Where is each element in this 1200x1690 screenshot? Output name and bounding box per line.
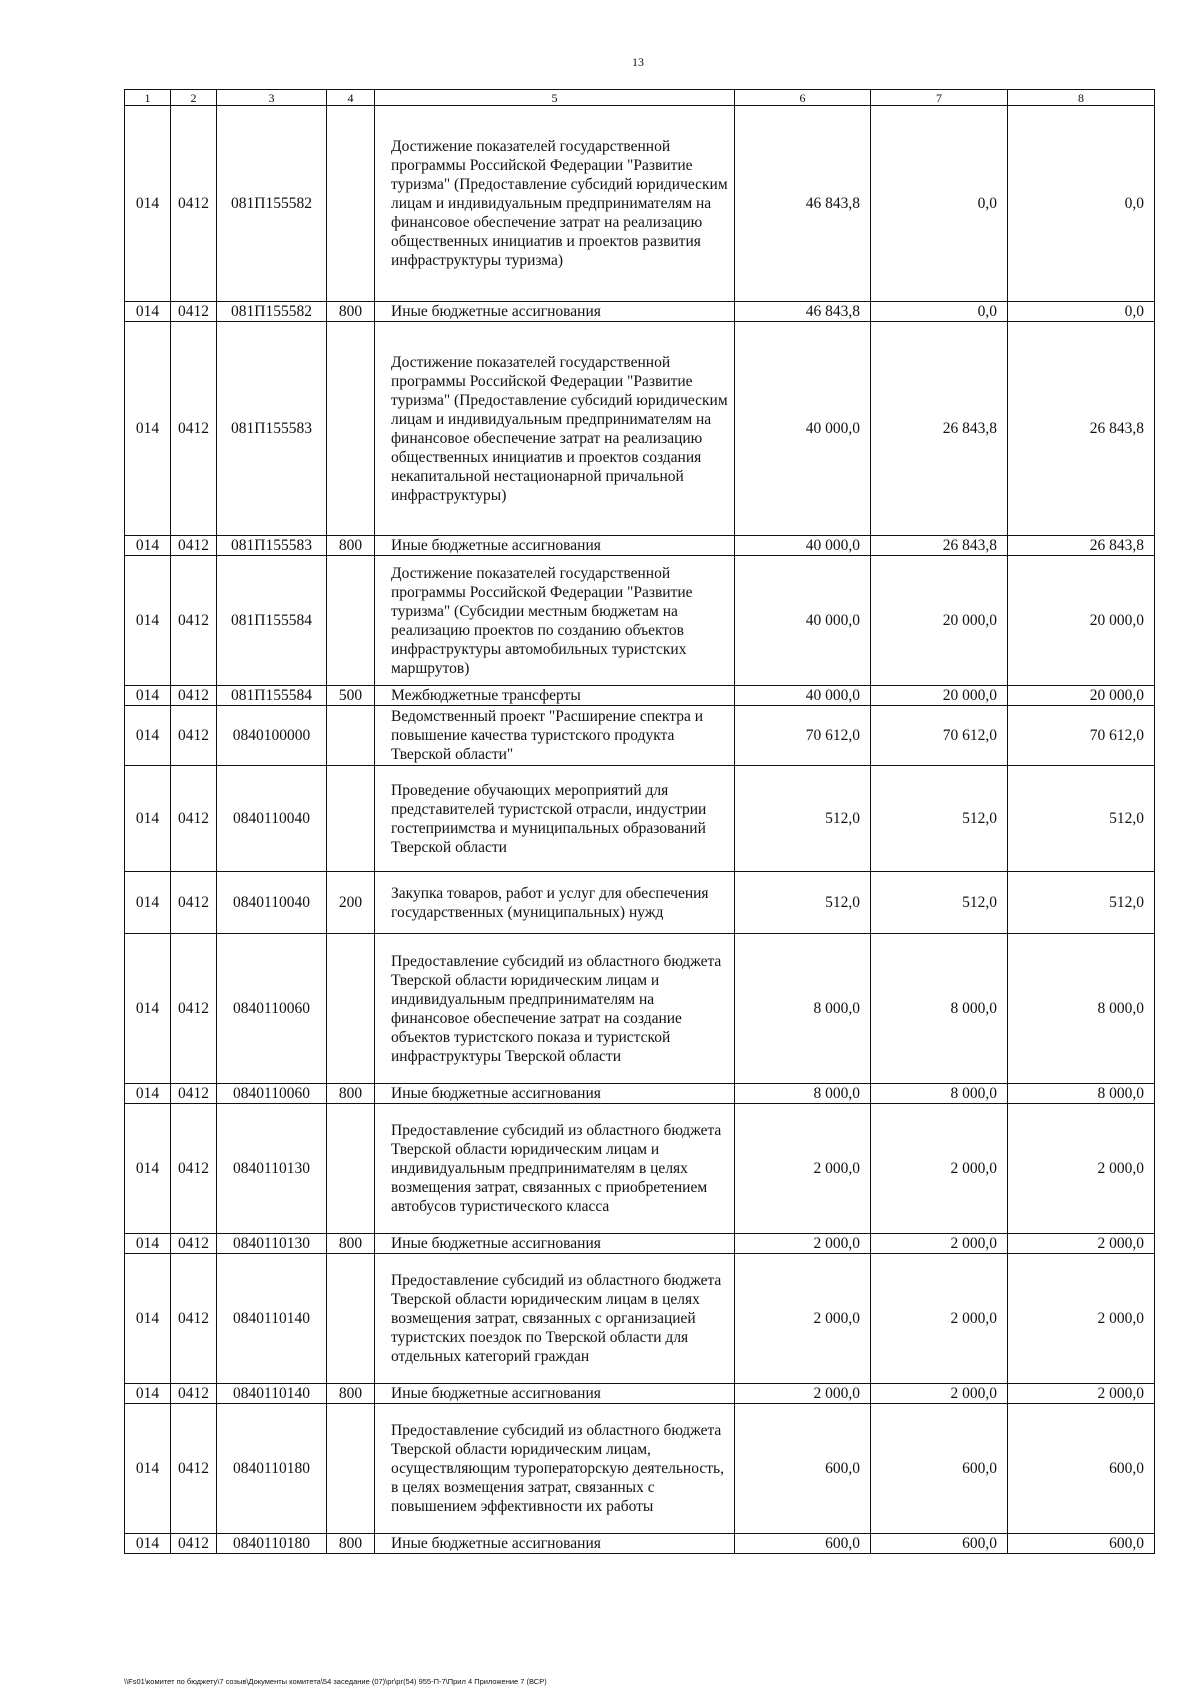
description-cell: Предоставление субсидий из областного бюджета Тверской области юридическим лицам и индивидуальным предпринимателям в целях возмещения затрат, связанных с приобретением автобусов туристического класса	[375, 1104, 735, 1234]
target-item-cell: 081П155584	[217, 686, 327, 706]
table-header	[125, 90, 1155, 106]
description-cell: Закупка товаров, работ и услуг для обеспечения государственных (муниципальных) нужд	[375, 872, 735, 934]
amount-col6-cell: 512,0	[735, 766, 871, 872]
header-cell: 2	[171, 90, 217, 106]
header-cell: 8	[1008, 90, 1155, 106]
expense-type-cell	[327, 1254, 375, 1384]
amount-col7-cell: 2 000,0	[871, 1234, 1008, 1254]
section-code-cell: 0412	[171, 872, 217, 934]
admin-code-cell: 014	[125, 106, 171, 302]
table-row	[125, 934, 1155, 1084]
section-code-cell: 0412	[171, 106, 217, 302]
target-item-cell: 081П155582	[217, 302, 327, 322]
expense-type-cell: 800	[327, 1084, 375, 1104]
amount-col6-cell: 2 000,0	[735, 1254, 871, 1384]
expense-type-cell	[327, 934, 375, 1084]
amount-col6-cell: 40 000,0	[735, 536, 871, 556]
amount-col8-cell: 0,0	[1008, 106, 1155, 302]
amount-col7-cell: 600,0	[871, 1534, 1008, 1554]
description-cell: Иные бюджетные ассигнования	[375, 1084, 735, 1104]
target-item-cell: 0840110060	[217, 1084, 327, 1104]
section-code-cell: 0412	[171, 1404, 217, 1534]
expense-type-cell: 800	[327, 302, 375, 322]
amount-col6-cell: 46 843,8	[735, 106, 871, 302]
page-number: 13	[632, 55, 644, 69]
amount-col8-cell: 2 000,0	[1008, 1234, 1155, 1254]
table-row	[125, 1404, 1155, 1534]
description-cell: Достижение показателей государственной программы Российской Федерации "Развитие туризма" (Субсидии местным бюджетам на реализацию проектов по созданию объектов инфраструктуры автомобильных туристских маршрутов)	[375, 556, 735, 686]
expense-type-cell: 200	[327, 872, 375, 934]
amount-col7-cell: 20 000,0	[871, 556, 1008, 686]
amount-col6-cell: 40 000,0	[735, 556, 871, 686]
description-cell: Ведомственный проект "Расширение спектра и повышение качества туристского продукта Тверской области"	[375, 706, 735, 766]
target-item-cell: 0840110040	[217, 872, 327, 934]
target-item-cell: 0840110130	[217, 1234, 327, 1254]
target-item-cell: 0840110040	[217, 766, 327, 872]
target-item-cell: 081П155583	[217, 322, 327, 536]
expense-type-cell	[327, 706, 375, 766]
amount-col8-cell: 512,0	[1008, 766, 1155, 872]
amount-col6-cell: 8 000,0	[735, 934, 871, 1084]
budget-table	[124, 89, 1155, 1554]
admin-code-cell: 014	[125, 766, 171, 872]
admin-code-cell: 014	[125, 1384, 171, 1404]
section-code-cell: 0412	[171, 322, 217, 536]
table-row	[125, 766, 1155, 872]
table-row	[125, 872, 1155, 934]
admin-code-cell: 014	[125, 706, 171, 766]
table-row	[125, 1104, 1155, 1234]
target-item-cell: 0840110060	[217, 934, 327, 1084]
expense-type-cell	[327, 766, 375, 872]
header-cell: 1	[125, 90, 171, 106]
amount-col7-cell: 8 000,0	[871, 1084, 1008, 1104]
amount-col8-cell: 20 000,0	[1008, 556, 1155, 686]
expense-type-cell	[327, 1104, 375, 1234]
section-code-cell: 0412	[171, 556, 217, 686]
table-row	[125, 106, 1155, 302]
admin-code-cell: 014	[125, 1534, 171, 1554]
table-row	[125, 536, 1155, 556]
amount-col6-cell: 600,0	[735, 1404, 871, 1534]
section-code-cell: 0412	[171, 536, 217, 556]
section-code-cell: 0412	[171, 934, 217, 1084]
table-row	[125, 1084, 1155, 1104]
target-item-cell: 0840110140	[217, 1254, 327, 1384]
expense-type-cell	[327, 322, 375, 536]
target-item-cell: 081П155584	[217, 556, 327, 686]
table-row	[125, 1534, 1155, 1554]
section-code-cell: 0412	[171, 302, 217, 322]
admin-code-cell: 014	[125, 302, 171, 322]
amount-col8-cell: 70 612,0	[1008, 706, 1155, 766]
target-item-cell: 0840110140	[217, 1384, 327, 1404]
admin-code-cell: 014	[125, 934, 171, 1084]
table-row	[125, 556, 1155, 686]
expense-type-cell: 800	[327, 1384, 375, 1404]
target-item-cell: 0840110180	[217, 1534, 327, 1554]
admin-code-cell: 014	[125, 1254, 171, 1384]
section-code-cell: 0412	[171, 1534, 217, 1554]
target-item-cell: 0840100000	[217, 706, 327, 766]
table-row	[125, 686, 1155, 706]
file-path-footer: \\Fs01\комитет по бюджету\7 созыв\Документы комитета\54 заседание (07)\рг\рг(54) 955-П-7\Прил 4 Приложение 7 (ВСР)	[124, 1677, 547, 1686]
header-cell: 6	[735, 90, 871, 106]
description-cell: Иные бюджетные ассигнования	[375, 302, 735, 322]
amount-col8-cell: 20 000,0	[1008, 686, 1155, 706]
target-item-cell: 0840110180	[217, 1404, 327, 1534]
section-code-cell: 0412	[171, 686, 217, 706]
expense-type-cell	[327, 106, 375, 302]
section-code-cell: 0412	[171, 1104, 217, 1234]
amount-col6-cell: 2 000,0	[735, 1104, 871, 1234]
amount-col6-cell: 2 000,0	[735, 1234, 871, 1254]
description-cell: Предоставление субсидий из областного бюджета Тверской области юридическим лицам и индивидуальным предпринимателям на финансовое обеспечение затрат на создание объектов туристского показа и туристской инфраструктуры Тверской области	[375, 934, 735, 1084]
table-row	[125, 1254, 1155, 1384]
amount-col7-cell: 70 612,0	[871, 706, 1008, 766]
amount-col7-cell: 2 000,0	[871, 1384, 1008, 1404]
amount-col8-cell: 0,0	[1008, 302, 1155, 322]
expense-type-cell: 800	[327, 1534, 375, 1554]
amount-col7-cell: 26 843,8	[871, 536, 1008, 556]
amount-col6-cell: 2 000,0	[735, 1384, 871, 1404]
section-code-cell: 0412	[171, 1254, 217, 1384]
admin-code-cell: 014	[125, 686, 171, 706]
amount-col7-cell: 2 000,0	[871, 1254, 1008, 1384]
section-code-cell: 0412	[171, 706, 217, 766]
expense-type-cell: 500	[327, 686, 375, 706]
section-code-cell: 0412	[171, 1084, 217, 1104]
table-row	[125, 1384, 1155, 1404]
admin-code-cell: 014	[125, 322, 171, 536]
amount-col6-cell: 46 843,8	[735, 302, 871, 322]
amount-col8-cell: 26 843,8	[1008, 536, 1155, 556]
description-cell: Иные бюджетные ассигнования	[375, 536, 735, 556]
description-cell: Межбюджетные трансферты	[375, 686, 735, 706]
amount-col8-cell: 8 000,0	[1008, 934, 1155, 1084]
table-row	[125, 1234, 1155, 1254]
section-code-cell: 0412	[171, 1384, 217, 1404]
admin-code-cell: 014	[125, 556, 171, 686]
expense-type-cell	[327, 556, 375, 686]
header-cell: 7	[871, 90, 1008, 106]
description-cell: Достижение показателей государственной программы Российской Федерации "Развитие туризма" (Предоставление субсидий юридическим лицам и индивидуальным предпринимателям на финансовое обеспечение затрат на реализацию общественных инициатив и проектов развития инфраструктуры туризма)	[375, 106, 735, 302]
amount-col6-cell: 40 000,0	[735, 322, 871, 536]
description-cell: Иные бюджетные ассигнования	[375, 1534, 735, 1554]
section-code-cell: 0412	[171, 766, 217, 872]
description-cell: Достижение показателей государственной программы Российской Федерации "Развитие туризма" (Предоставление субсидий юридическим лицам и индивидуальным предпринимателям на финансовое обеспечение затрат на реализацию общественных инициатив и проектов создания некапитальной нестационарной причальной инфраструктуры)	[375, 322, 735, 536]
table-row	[125, 302, 1155, 322]
amount-col7-cell: 20 000,0	[871, 686, 1008, 706]
admin-code-cell: 014	[125, 1234, 171, 1254]
amount-col8-cell: 512,0	[1008, 872, 1155, 934]
amount-col8-cell: 2 000,0	[1008, 1254, 1155, 1384]
amount-col8-cell: 8 000,0	[1008, 1084, 1155, 1104]
admin-code-cell: 014	[125, 1404, 171, 1534]
amount-col8-cell: 2 000,0	[1008, 1384, 1155, 1404]
target-item-cell: 081П155582	[217, 106, 327, 302]
description-cell: Проведение обучающих мероприятий для представителей туристской отрасли, индустрии гостеприимства и муниципальных образований Тверской области	[375, 766, 735, 872]
amount-col7-cell: 600,0	[871, 1404, 1008, 1534]
amount-col6-cell: 40 000,0	[735, 686, 871, 706]
description-cell: Предоставление субсидий из областного бюджета Тверской области юридическим лицам, осуществляющим туроператорскую деятельность, в целях возмещения затрат, связанных с повышением эффективности их работы	[375, 1404, 735, 1534]
amount-col6-cell: 8 000,0	[735, 1084, 871, 1104]
amount-col6-cell: 70 612,0	[735, 706, 871, 766]
description-cell: Предоставление субсидий из областного бюджета Тверской области юридическим лицам в целях возмещения затрат, связанных с организацией туристских поездок по Тверской области для отдельных категорий граждан	[375, 1254, 735, 1384]
amount-col6-cell: 600,0	[735, 1534, 871, 1554]
amount-col8-cell: 26 843,8	[1008, 322, 1155, 536]
target-item-cell: 081П155583	[217, 536, 327, 556]
admin-code-cell: 014	[125, 872, 171, 934]
amount-col8-cell: 2 000,0	[1008, 1104, 1155, 1234]
header-cell: 5	[375, 90, 735, 106]
amount-col7-cell: 0,0	[871, 302, 1008, 322]
amount-col6-cell: 512,0	[735, 872, 871, 934]
admin-code-cell: 014	[125, 1104, 171, 1234]
header-cell: 3	[217, 90, 327, 106]
expense-type-cell	[327, 1404, 375, 1534]
amount-col7-cell: 2 000,0	[871, 1104, 1008, 1234]
header-row	[125, 90, 1155, 106]
expense-type-cell: 800	[327, 536, 375, 556]
expense-type-cell: 800	[327, 1234, 375, 1254]
table-body	[125, 106, 1155, 1554]
section-code-cell: 0412	[171, 1234, 217, 1254]
amount-col8-cell: 600,0	[1008, 1404, 1155, 1534]
amount-col7-cell: 26 843,8	[871, 322, 1008, 536]
amount-col7-cell: 8 000,0	[871, 934, 1008, 1084]
description-cell: Иные бюджетные ассигнования	[375, 1384, 735, 1404]
amount-col7-cell: 512,0	[871, 872, 1008, 934]
amount-col7-cell: 0,0	[871, 106, 1008, 302]
target-item-cell: 0840110130	[217, 1104, 327, 1234]
table-row	[125, 706, 1155, 766]
admin-code-cell: 014	[125, 536, 171, 556]
admin-code-cell: 014	[125, 1084, 171, 1104]
header-cell: 4	[327, 90, 375, 106]
amount-col7-cell: 512,0	[871, 766, 1008, 872]
amount-col8-cell: 600,0	[1008, 1534, 1155, 1554]
description-cell: Иные бюджетные ассигнования	[375, 1234, 735, 1254]
table-row	[125, 322, 1155, 536]
